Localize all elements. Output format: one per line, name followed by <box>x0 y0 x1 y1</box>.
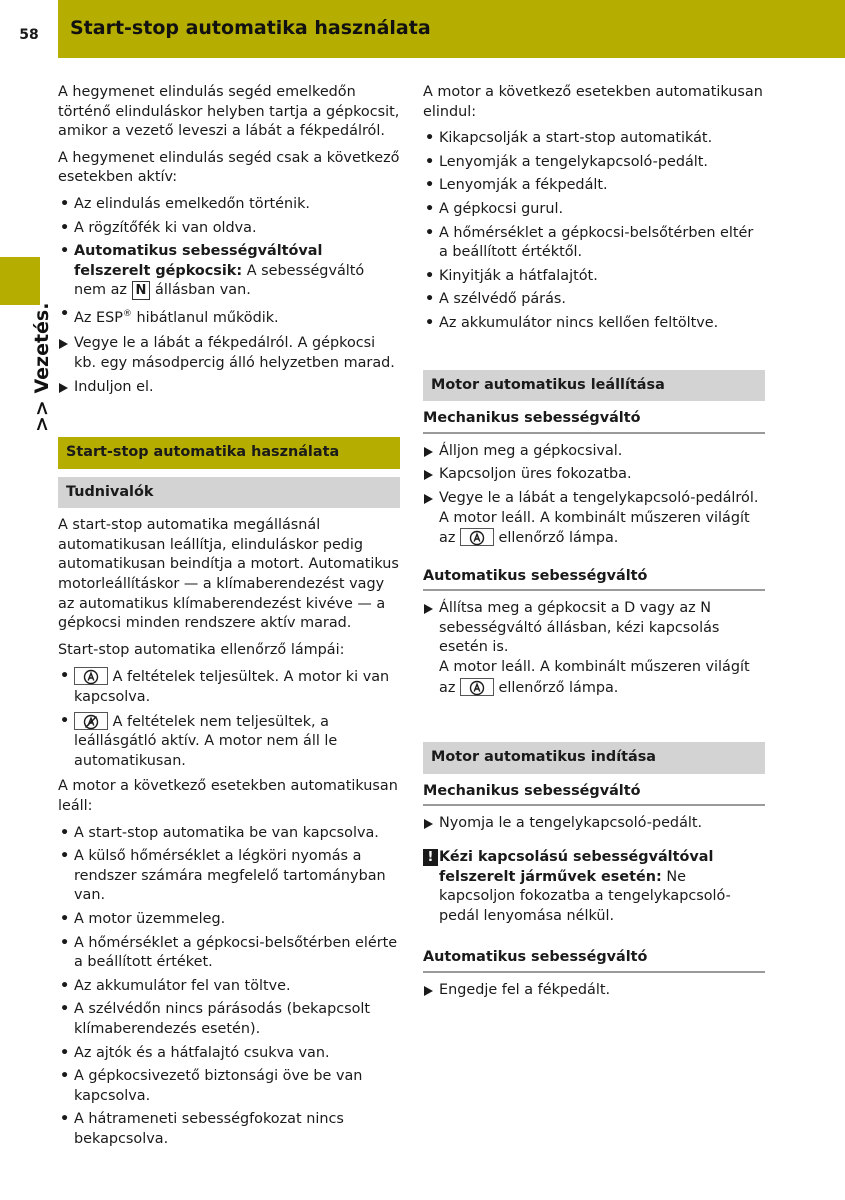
list-item: • A motor üzemmeleg. <box>58 910 400 930</box>
subsection-heading: Mechanikus sebességváltó <box>423 409 765 434</box>
registered-mark: ® <box>122 308 132 319</box>
action-step: Vegye le a lábát a fékpedálról. A gépkocsi kb. egy másodpercig álló helyzetben marad. <box>58 334 400 373</box>
start-conditions-list <box>423 129 765 333</box>
list-item <box>58 305 400 328</box>
action-step: Állítsa meg a gépkocsit a D vagy az N sebességváltó állásban, kézi kapcsolás esetén is. <box>423 599 765 658</box>
result-text-part: A motor leáll. A kombinált műszeren világít az <box>439 509 750 547</box>
list-item: • Az ajtók és a hátfalajtó csukva van. <box>58 1044 400 1064</box>
list-item <box>58 712 400 772</box>
warning-note <box>423 848 765 926</box>
list-item <box>58 242 400 301</box>
list-item: • Az akkumulátor fel van töltve. <box>58 977 400 997</box>
stop-conditions-list <box>58 824 400 1150</box>
list-item: • Kinyitják a hátfalajtót. <box>423 267 765 287</box>
list-item: • A start-stop automatika be van kapcsolva. <box>58 824 400 844</box>
chapter-side-label: >> Vezetés. <box>31 302 53 432</box>
result-text-part: ellenőrző lámpa. <box>498 679 619 696</box>
action-step: Kapcsoljon üres fokozatba. <box>423 465 765 485</box>
section-heading: Motor automatikus leállítása <box>423 370 765 402</box>
result-text-part: ellenőrző lámpa. <box>498 530 619 547</box>
auto-stop-inactive-icon <box>74 712 108 730</box>
list-item: • Kikapcsolják a start-stop automatikát. <box>423 129 765 149</box>
warning-bold-label: Kézi kapcsolású sebességváltóval felszerelt járművek esetén: <box>439 849 714 885</box>
warning-icon: ! <box>423 849 438 866</box>
list-item: • A hőmérséklet a gépkocsi-belsőtérben elérte a beállított értéket. <box>58 934 400 973</box>
intro-paragraph: A hegymenet elindulás segéd emelkedőn történő elinduláskor helyben tartja a gépkocsit, amikor a vezető leveszi a lábát a fékpedálról. <box>58 84 400 140</box>
right-column <box>423 83 765 1005</box>
page-title: Start-stop automatika használata <box>70 17 431 39</box>
lamps-intro: Start-stop automatika ellenőrző lámpái: <box>58 641 345 658</box>
lamp-inactive-text: A feltételek nem teljesültek, a leállásgátló aktív. A motor nem áll le automatikusan. <box>74 713 338 769</box>
hill-conditions-list <box>58 195 400 328</box>
list-item: • A rögzítőfék ki van oldva. <box>58 219 400 239</box>
list-item: • A gépkocsivezető biztonsági öve be van kapcsolva. <box>58 1067 400 1106</box>
action-step: Nyomja le a tengelykapcsoló-pedált. <box>423 814 765 834</box>
page-number: 58 <box>0 0 58 58</box>
subsection-heading: Mechanikus sebességváltó <box>423 782 765 807</box>
esp-text: hibátlanul működik. <box>136 309 279 326</box>
auto-stop-active-icon <box>460 528 494 546</box>
warning-text: Ne kapcsoljon fokozatba a tengelykapcsoló-pedál lenyomása nélkül. <box>439 868 731 924</box>
list-item <box>58 667 400 707</box>
list-item: • Lenyomják a fékpedált. <box>423 176 765 196</box>
side-tab-marker <box>0 257 40 305</box>
result-text <box>423 509 765 549</box>
action-step: Álljon meg a gépkocsival. <box>423 442 765 462</box>
stop-intro: A motor a következő esetekben automatikusan leáll: <box>58 778 398 815</box>
list-item: • Lenyomják a tengelykapcsoló-pedált. <box>423 153 765 173</box>
list-item: • A szélvédőn nincs párásodás (bekapcsolt klímaberendezés esetén). <box>58 1000 400 1039</box>
result-text <box>423 658 765 698</box>
result-text-part: A motor leáll. A kombinált műszeren világít az <box>439 659 750 696</box>
intro-paragraph: A hegymenet elindulás segéd csak a következő esetekben aktív: <box>58 149 400 186</box>
section-heading: Start-stop automatika használata <box>58 437 400 469</box>
body-paragraph: A start-stop automatika megállásnál automatikusan leállítja, elinduláskor pedig automatikusan beindítja a motort. Automatikus motorleállításkor — a klímaberendezést vagy az automatikus klímaberendezést kivéve — a gépkocsi minden rendszere aktív marad. <box>58 517 399 632</box>
auto-stop-active-icon <box>460 678 494 696</box>
list-item: • A gépkocsi gurul. <box>423 200 765 220</box>
list-item: • A külső hőmérséklet a légköri nyomás a rendszer számára megfelelő tartományban van. <box>58 847 400 906</box>
action-step: Vegye le a lábát a tengelykapcsoló-pedálról. <box>423 489 765 509</box>
lamp-list <box>58 667 400 771</box>
subsection-heading: Automatikus sebességváltó <box>423 948 765 973</box>
subsection-heading: Tudnivalók <box>58 477 400 509</box>
list-item: • Az elindulás emelkedőn történik. <box>58 195 400 215</box>
auto-trans-text: állásban van. <box>155 282 251 299</box>
gear-n-key: N <box>132 281 151 300</box>
list-item: • A hőmérséklet a gépkocsi-belsőtérben eltér a beállított értéktől. <box>423 224 765 263</box>
start-intro: A motor a következő esetekben automatikusan elindul: <box>423 84 763 120</box>
section-heading: Motor automatikus indítása <box>423 742 765 774</box>
action-step: Induljon el. <box>58 378 400 398</box>
auto-trans-text: A sebességváltó nem az <box>74 262 365 299</box>
list-item: • A hátrameneti sebességfokozat nincs bekapcsolva. <box>58 1110 400 1149</box>
left-column <box>58 83 400 1156</box>
auto-stop-active-icon <box>74 667 108 685</box>
lamp-active-text: A feltételek teljesültek. A motor ki van kapcsolva. <box>74 669 390 706</box>
list-item: • A szélvédő párás. <box>423 290 765 310</box>
subsection-heading: Automatikus sebességváltó <box>423 567 765 592</box>
action-step: Engedje fel a fékpedált. <box>423 981 765 1001</box>
esp-text: Az ESP <box>74 309 123 326</box>
auto-trans-bold-label: Automatikus sebességváltóval felszerelt gépkocsik: <box>74 243 323 279</box>
list-item: • Az akkumulátor nincs kellően feltöltve. <box>423 314 765 334</box>
